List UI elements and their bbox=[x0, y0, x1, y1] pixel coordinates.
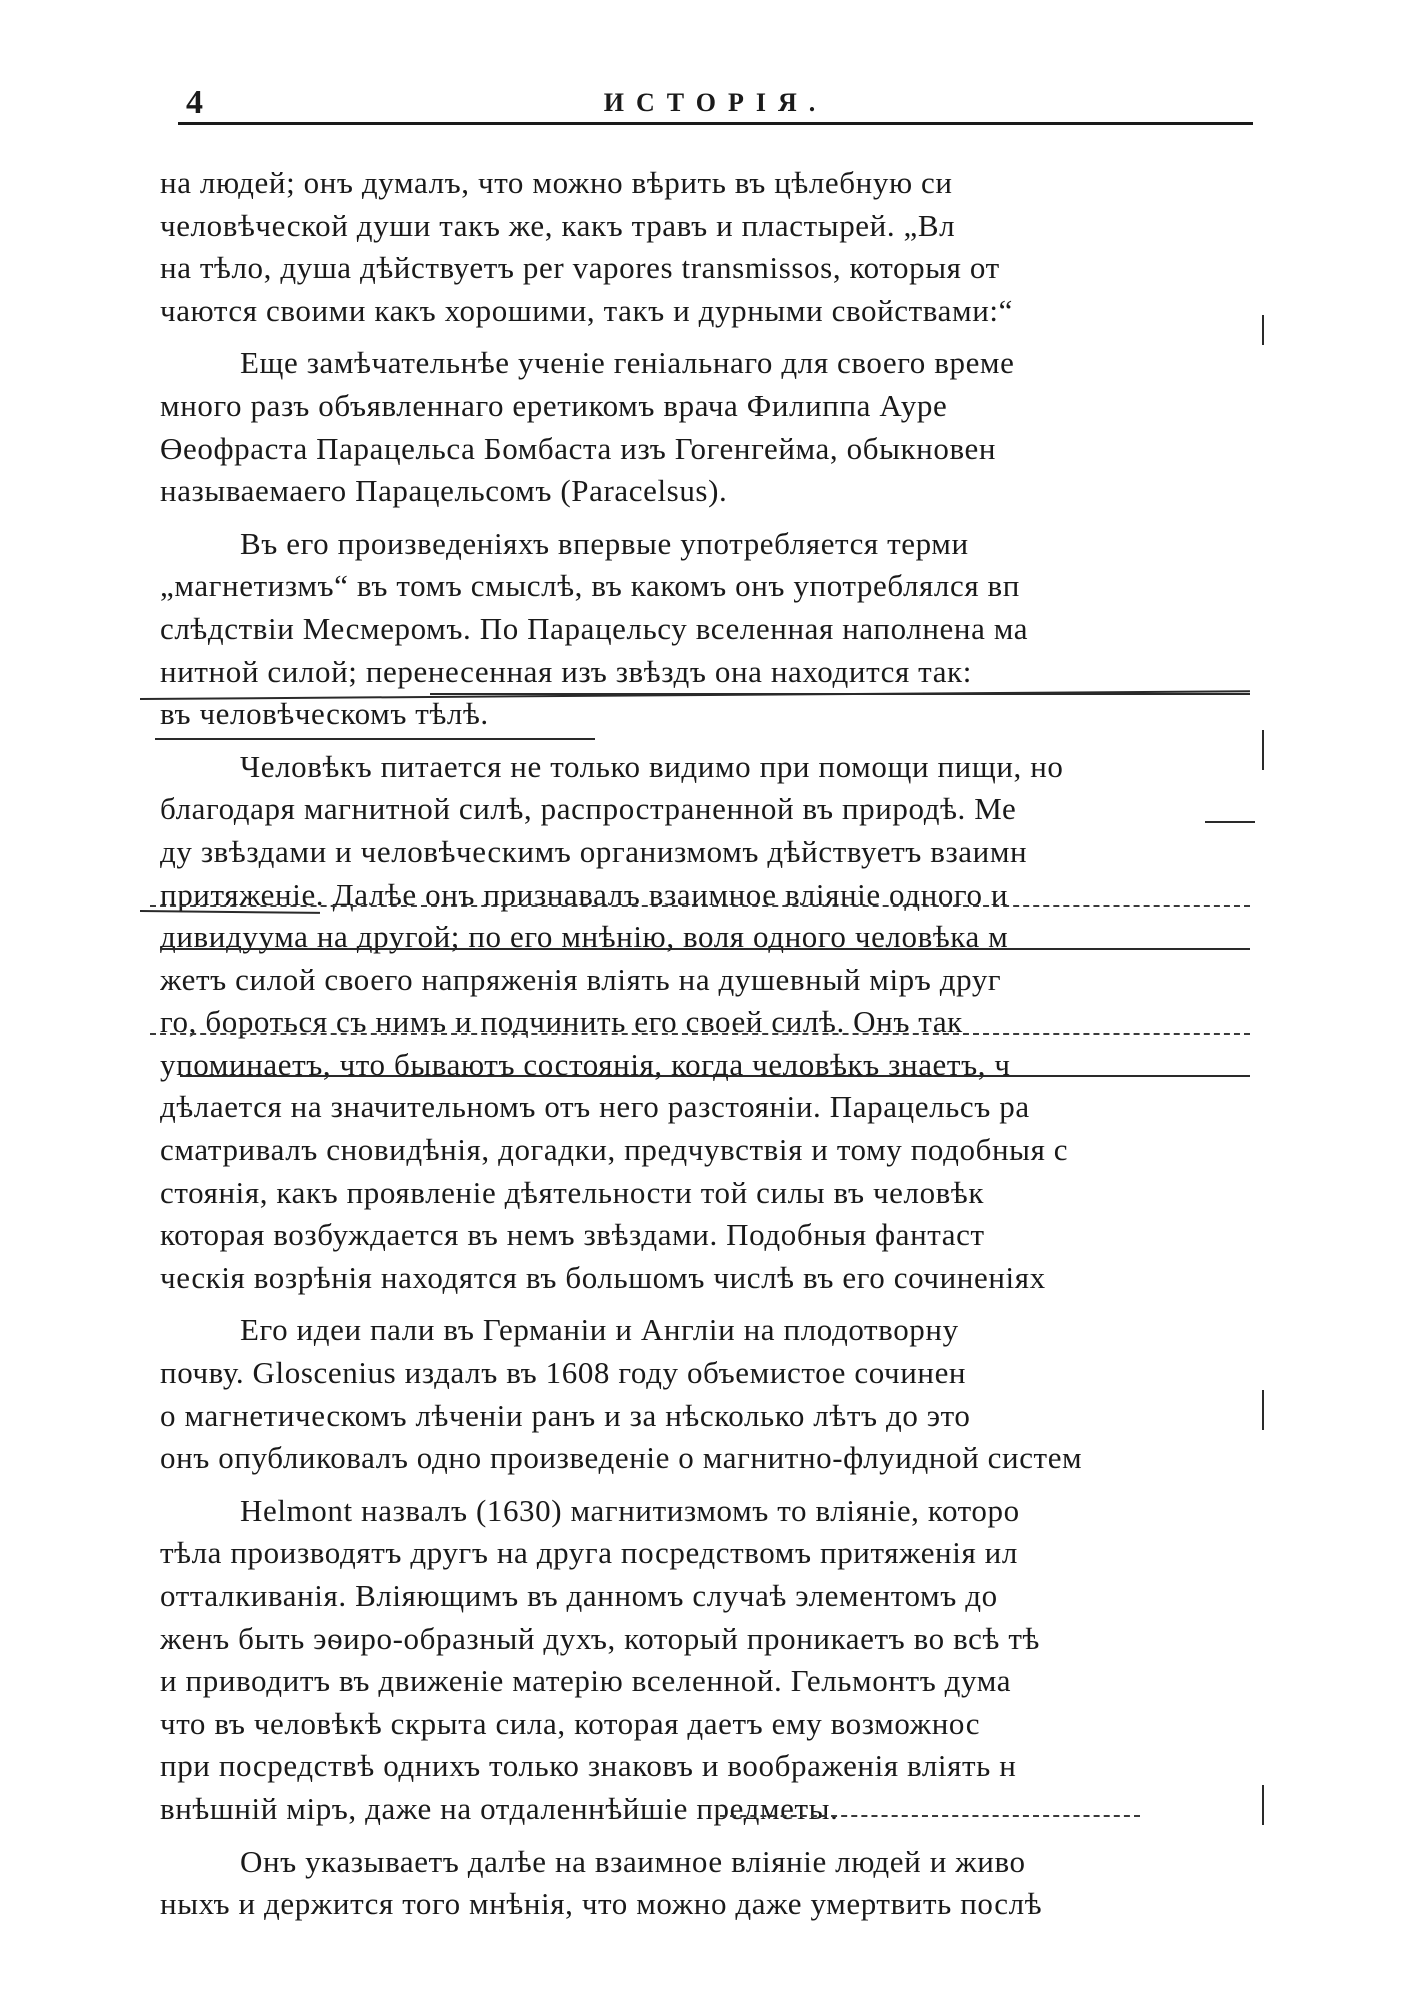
margin-mark bbox=[1262, 1785, 1264, 1825]
pencil-underline bbox=[150, 1033, 1250, 1035]
text-line: почву. Gloscenius издалъ въ 1608 году объемистое сочинен bbox=[160, 1355, 967, 1391]
paragraph-4 bbox=[160, 746, 1270, 1300]
text-line: ныхъ и держится того мнѣнія, что можно даже умертвить послѣ bbox=[160, 1886, 1043, 1922]
text-line: Helmont назвалъ (1630) магнитизмомъ то вліяніе, которо bbox=[240, 1492, 1020, 1528]
text-line: на тѣло, душа дѣйствуетъ per vapores transmissos, которыя от bbox=[160, 250, 1000, 286]
running-title: ИСТОРІЯ. bbox=[603, 88, 828, 117]
text-line: на людей; онъ думалъ, что можно вѣрить въ цѣлебную си bbox=[160, 165, 953, 200]
paragraph-2 bbox=[160, 342, 1270, 512]
paragraph-5 bbox=[160, 1309, 1270, 1479]
text-line: жетъ силой своего напряженія вліять на душевный міръ друг bbox=[160, 961, 1002, 997]
margin-mark bbox=[1262, 1390, 1264, 1430]
text-line: женъ быть эѳиро-образный духъ, который проникаетъ во всѣ тѣ bbox=[160, 1620, 1040, 1656]
text-line: внѣшній міръ, даже на отдаленнѣйшіе предметы. bbox=[160, 1790, 839, 1826]
text-line: Человѣкъ питается не только видимо при помощи пищи, но bbox=[240, 748, 1064, 784]
text-line: онъ опубликовалъ одно произведеніе о магнитно-флуидной систем bbox=[160, 1440, 1083, 1476]
paragraph-gap bbox=[160, 1299, 1270, 1309]
paragraph-6 bbox=[160, 1490, 1270, 1831]
paragraph-3 bbox=[160, 523, 1270, 736]
text-line: называемаего Парацельсомъ (Paracelsus). bbox=[160, 473, 728, 509]
text-line: человѣческой души такъ же, какъ травъ и пластырей. „Вл bbox=[160, 207, 956, 243]
header-rule bbox=[178, 122, 1253, 125]
pencil-underline bbox=[155, 738, 595, 740]
page-number: 4 bbox=[186, 84, 203, 121]
text-line: тѣла производятъ другъ на друга посредствомъ притяженія ил bbox=[160, 1535, 1018, 1571]
text-line: ду звѣздами и человѣческимъ организмомъ дѣйствуетъ взаимн bbox=[160, 833, 1028, 869]
text-line: Его идеи пали въ Германіи и Англіи на плодотворну bbox=[240, 1312, 959, 1348]
text-line: Въ его произведеніяхъ впервые употребляется терми bbox=[240, 525, 969, 561]
text-line: много разъ объявленнаго еретикомъ врача Филиппа Ауре bbox=[160, 387, 948, 423]
text-line: нитной силой; перенесенная изъ звѣздъ она находится так: bbox=[160, 653, 972, 689]
pencil-underline bbox=[1205, 821, 1255, 823]
pencil-underline bbox=[160, 948, 1250, 950]
text-line: Өеофраста Парацельса Бомбаста изъ Гогенгейма, обыкновен bbox=[160, 430, 997, 466]
text-line: въ человѣческомъ тѣлѣ. bbox=[160, 696, 489, 732]
text-line: притяженіе. Далѣе онъ признавалъ взаимное вліяніе одного и bbox=[160, 876, 1009, 912]
text-line: дивидуума на другой; по его мнѣнію, воля одного человѣка м bbox=[160, 919, 1009, 955]
margin-mark bbox=[1262, 315, 1264, 345]
text-line: упоминаетъ, что бываютъ состоянія, когда человѣкъ знаетъ, ч bbox=[160, 1046, 1011, 1082]
text-line: что въ человѣкѣ скрыта сила, которая даетъ ему возможнос bbox=[160, 1705, 981, 1741]
text-line: Онъ указываетъ далѣе на взаимное вліяніе людей и живо bbox=[240, 1843, 1026, 1879]
pencil-underline bbox=[720, 1815, 1140, 1817]
text-line: о магнетическомъ лѣченіи ранъ и за нѣсколько лѣтъ до это bbox=[160, 1397, 971, 1433]
margin-mark bbox=[1262, 730, 1264, 770]
paragraph-7 bbox=[160, 1841, 1270, 1926]
text-line: ческія возрѣнія находятся въ большомъ числѣ въ его сочиненіях bbox=[160, 1259, 1046, 1295]
text-line: и приводитъ въ движеніе матерію вселенной. Гельмонтъ дума bbox=[160, 1663, 1012, 1699]
text-line: „магнетизмъ“ въ томъ смыслѣ, въ какомъ онъ употреблялся вп bbox=[160, 568, 1020, 604]
paragraph-gap bbox=[160, 332, 1270, 342]
text-line: го, бороться съ нимъ и подчинить его своей силѣ. Онъ так bbox=[160, 1004, 963, 1040]
body-text bbox=[160, 162, 1270, 1962]
page-header bbox=[178, 80, 1253, 120]
text-line: сматривалъ сновидѣнія, догадки, предчувствія и тому подобныя с bbox=[160, 1132, 1069, 1168]
paragraph-1 bbox=[160, 162, 1270, 332]
text-line: при посредствѣ однихъ только знаковъ и воображенія вліять н bbox=[160, 1748, 1017, 1784]
text-line: благодаря магнитной силѣ, распространенной въ природѣ. Ме bbox=[160, 791, 1017, 827]
text-line: слѣдствіи Месмеромъ. По Парацельсу вселенная наполнена ма bbox=[160, 610, 1029, 646]
paragraph-gap bbox=[160, 1831, 1270, 1841]
pencil-underline bbox=[180, 1075, 1250, 1077]
paragraph-gap bbox=[160, 1480, 1270, 1490]
text-line: чаются своими какъ хорошими, такъ и дурными свойствами:“ bbox=[160, 292, 1013, 328]
text-line: дѣлается на значительномъ отъ него разстояніи. Парацельсъ ра bbox=[160, 1089, 1030, 1125]
text-line: которая возбуждается въ немъ звѣздами. Подобныя фантаст bbox=[160, 1217, 985, 1253]
text-line: Еще замѣчательнѣе ученіе геніальнаго для своего време bbox=[240, 345, 1015, 381]
pencil-underline bbox=[150, 905, 1250, 907]
paragraph-gap bbox=[160, 513, 1270, 523]
text-line: отталкиванія. Вліяющимъ въ данномъ случаѣ элементомъ до bbox=[160, 1578, 998, 1613]
text-line: стоянія, какъ проявленіе дѣятельности той силы въ человѣк bbox=[160, 1174, 985, 1210]
